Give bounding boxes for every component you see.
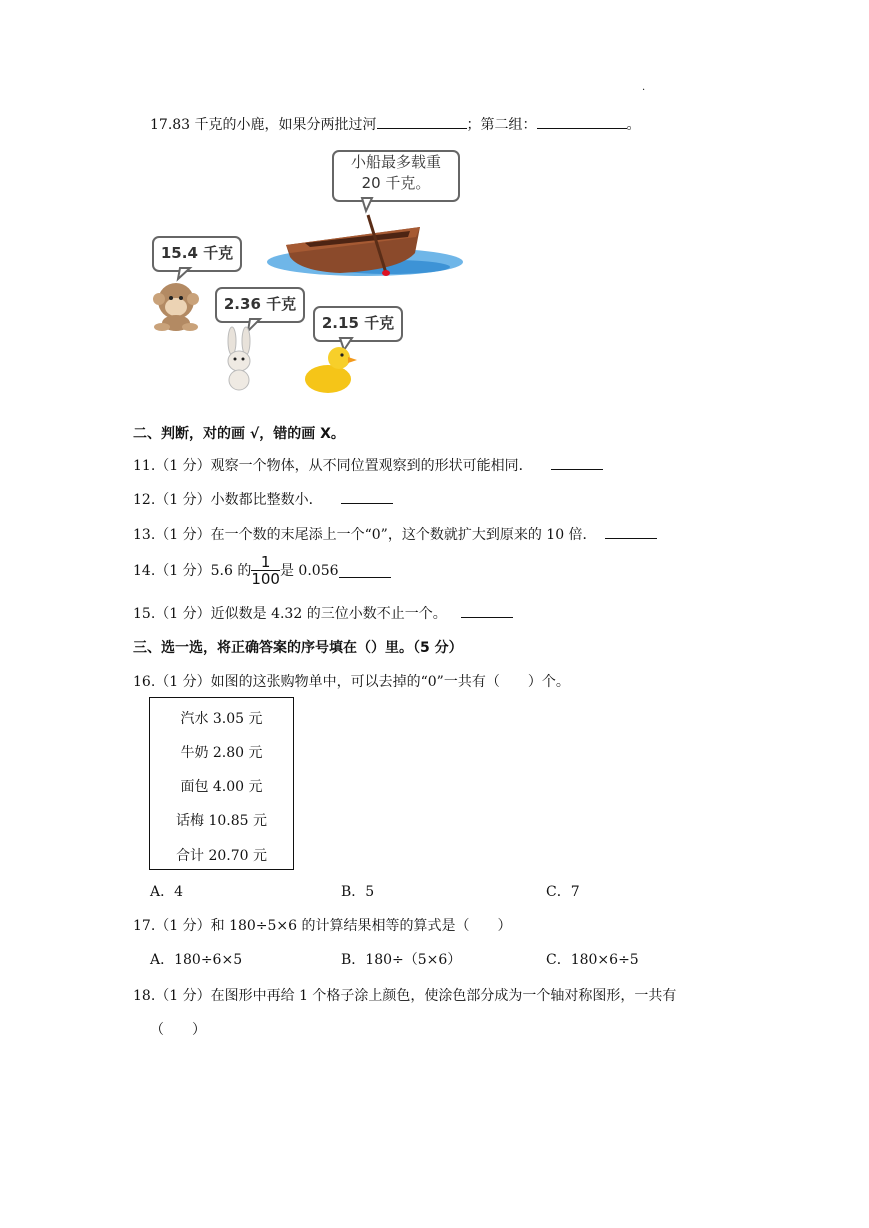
question-17-text: 17.（1 分）和 180÷5×6 的计算结果相等的算式是（ ） [133,918,512,934]
animals-svg [140,145,470,400]
rabbit-weight-bubble: 2.36 千克 [215,287,305,323]
question-13-answer-blank[interactable] [605,524,657,539]
q17-option-c[interactable]: C．180×6÷5 [546,952,639,968]
question-10-text-c: 。 [626,117,641,133]
question-18-line2: （ ） [150,1022,206,1038]
receipt-item-milk: 牛奶 2.80 元 [180,745,263,761]
receipt-item-bread: 面包 4.00 元 [180,779,263,795]
receipt-item-soda: 汽水 3.05 元 [180,711,263,727]
q16-option-c[interactable]: C．7 [546,884,580,900]
question-18-line1: 18.（1 分）在图形中再给 1 个格子涂上颜色，使涂色部分成为一个轴对称图形，一共有 [133,988,677,1004]
question-11-text: 11.（1 分）观察一个物体，从不同位置观察到的形状可能相同． [133,458,533,474]
fraction-denominator: 100 [251,569,280,588]
question-14-answer-blank[interactable] [339,563,391,578]
question-14-prefix: 14.（1 分）5.6 的 [133,563,252,579]
answer-blank-first-group[interactable] [377,114,467,129]
question-14 [133,553,391,587]
duck-weight-bubble: 2.15 千克 [313,306,403,342]
question-10-text-a: 17.83 千克的小鹿，如果分两批过河 [150,117,377,133]
section-3-heading: 三、选一选，将正确答案的序号填在（）里。（5 分） [133,640,463,656]
fraction-one-hundredth [251,554,280,587]
monkey-weight-bubble: 15.4 千克 [152,236,242,272]
question-12-text: 12.（1 分）小数都比整数小． [133,492,323,508]
receipt-item-plum: 话梅 10.85 元 [176,813,267,829]
section-2-heading: 二、判断，对的画 √，错的画 X。 [133,426,345,442]
question-15-text: 15.（1 分）近似数是 4.32 的三位小数不止一个。 [133,606,447,622]
question-10-line [150,114,641,134]
duck-icon [305,347,357,393]
question-13 [133,524,657,544]
rabbit-icon [228,327,250,390]
question-13-text: 13.（1 分）在一个数的末尾添上一个“0”，这个数就扩大到原来的 10 倍． [133,527,597,543]
q16-option-a[interactable]: A．4 [150,884,184,900]
fraction-numerator: 1 [251,554,280,571]
boat-bubble-line2: 20 千克。 [361,174,431,192]
q16-option-b[interactable]: B．5 [341,884,375,900]
question-15 [133,603,513,623]
q17-option-a[interactable]: A．180÷6×5 [150,952,243,968]
boat-bubble-line1: 小船最多载重 [350,153,441,171]
q17-option-b[interactable]: B．180÷（5×6） [341,952,462,968]
shopping-receipt [149,697,294,870]
question-10-text-b: ；第二组： [466,117,537,133]
boat-crossing-illustration [140,145,470,400]
question-12-answer-blank[interactable] [341,489,393,504]
question-15-answer-blank[interactable] [461,603,513,618]
question-14-suffix: 是 0.056 [279,563,339,579]
question-16-text: 16.（1 分）如图的这张购物单中，可以去掉的“0”一共有（ ）个。 [133,674,570,690]
question-11 [133,455,603,475]
question-11-answer-blank[interactable] [551,455,603,470]
question-12 [133,489,393,509]
answer-blank-second-group[interactable] [537,114,627,129]
monkey-icon [153,283,199,331]
receipt-total: 合计 20.70 元 [176,848,267,864]
page-dot: . [642,82,646,93]
